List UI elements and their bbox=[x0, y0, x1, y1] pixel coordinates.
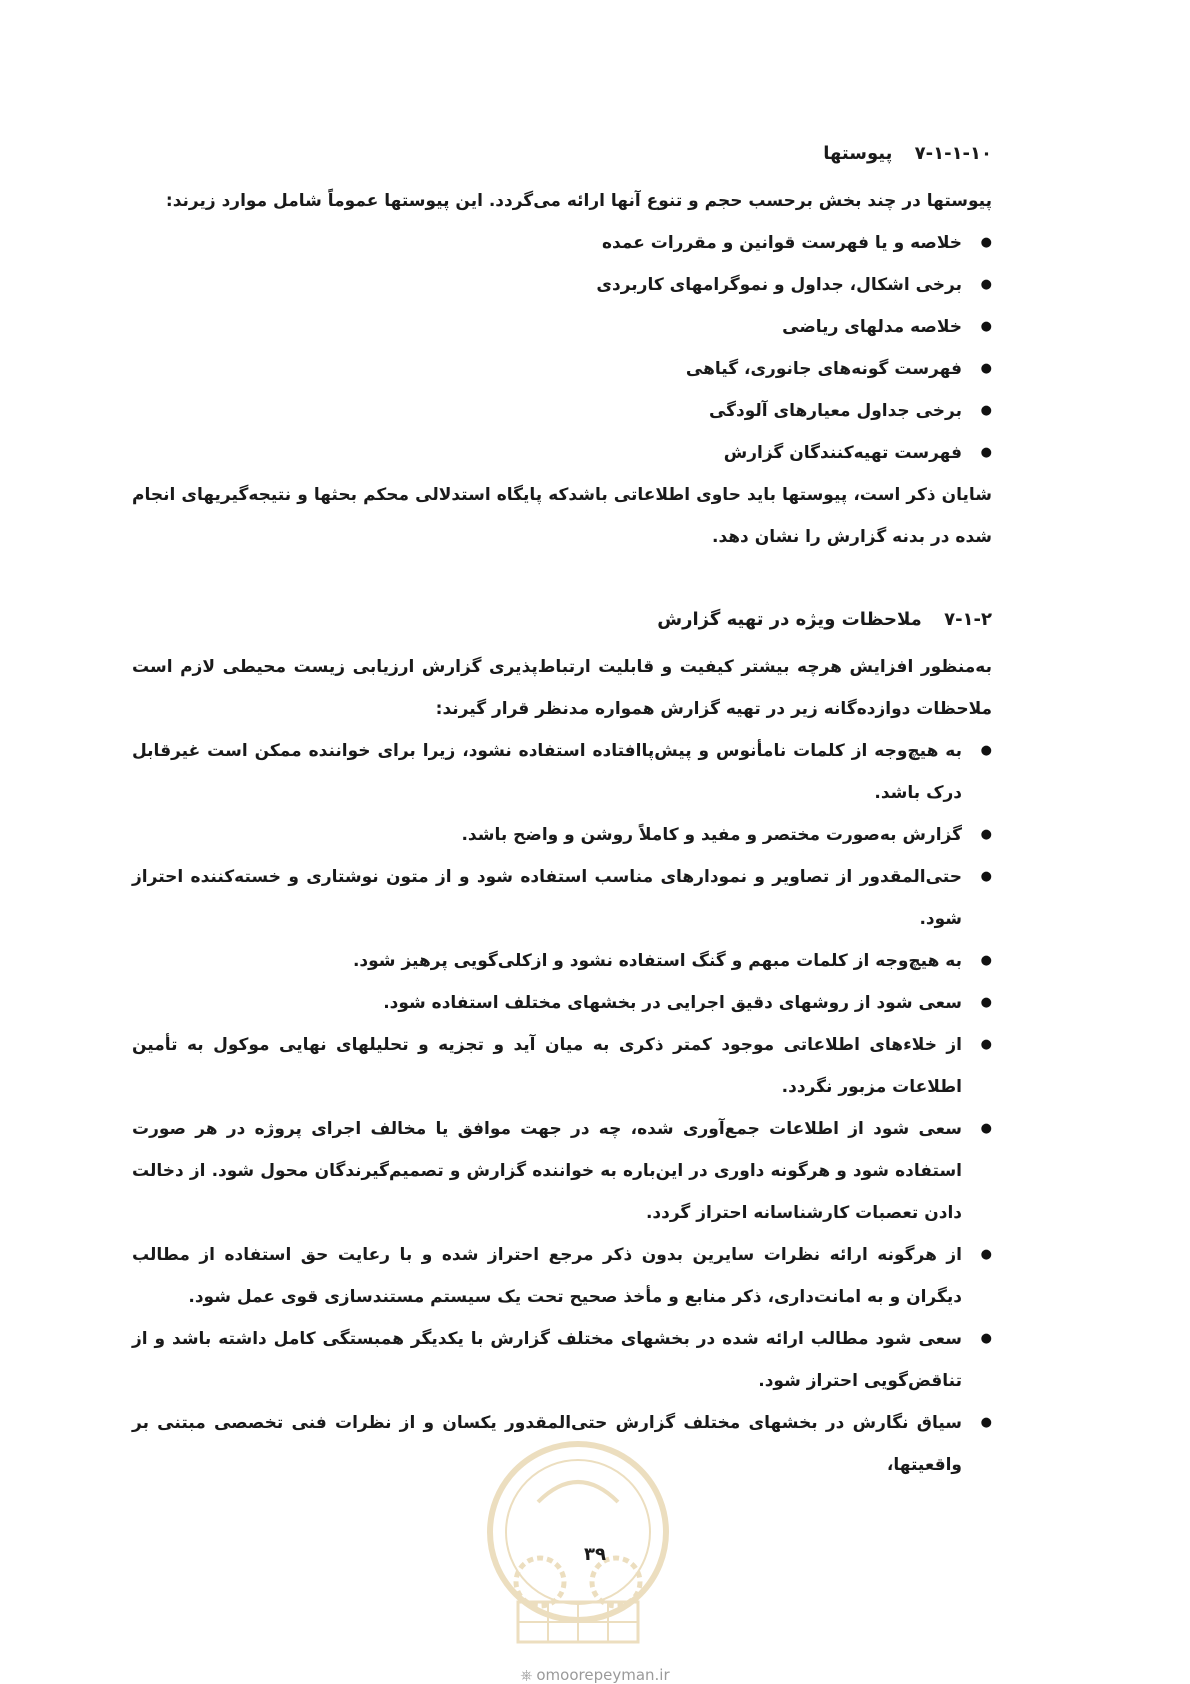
section-intro-paragraph: پیوستها در چند بخش برحسب حجم و تنوع آنها ارائه می‌گردد. این پیوستها عموماً شامل موارد زیرند: bbox=[165, 191, 992, 211]
section-title: پیوستها bbox=[823, 143, 893, 164]
list-item: ● خلاصه مدلهای ریاضی bbox=[132, 306, 992, 348]
list-item: ● سعی شود از اطلاعات جمع‌آوری شده، چه در جهت موافق یا مخالف اجرای پروژه در هر صورت استفاده شود و هرگونه داوری در این‌باره به خواننده گزارش و تصمیم‌گیرندگان محول شود. از دخالت دادن تعصبات کارشناسانه احتراز گردد. bbox=[132, 1108, 992, 1234]
section-number: ۷-۱-۱-۱۰ bbox=[914, 143, 992, 164]
appendix-items-list bbox=[132, 222, 992, 474]
list-item: ● برخی اشکال، جداول و نموگرامهای کاربردی bbox=[132, 264, 992, 306]
section-title: ملاحظات ویژه در تهیه گزارش bbox=[657, 609, 922, 630]
section-note-paragraph: شایان ذکر است، پیوستها باید حاوی اطلاعاتی باشدکه پایگاه استدلالی محکم بحثها و نتیجه‌گیریهای انجام شده در بدنه گزارش را نشان دهد. bbox=[132, 485, 992, 547]
list-item: ● از هرگونه ارائه نظرات سایرین بدون ذکر مرجع احتراز شده و با رعایت حق استفاده از مطالب دیگران و به امانت‌داری، ذکر منابع و مأخذ صحیح تحت یک سیستم مستندسازی قوی عمل شود. bbox=[132, 1234, 992, 1318]
list-item: ● برخی جداول معیارهای آلودگی bbox=[132, 390, 992, 432]
list-item: ● خلاصه و یا فهرست قوانین و مقررات عمده bbox=[132, 222, 992, 264]
list-item: ● فهرست تهیه‌کنندگان گزارش bbox=[132, 432, 992, 474]
section-number: ۷-۱-۲ bbox=[944, 609, 992, 630]
list-item: ● به هیچ‌وجه از کلمات نامأنوس و پیش‌پاافتاده استفاده نشود، زیرا برای خواننده ممکن است غیرقابل درک باشد. bbox=[132, 730, 992, 814]
list-item: ● سعی شود مطالب ارائه شده در بخشهای مختلف گزارش با یکدیگر همبستگی کامل داشته باشد و از تناقض‌گویی احتراز شود. bbox=[132, 1318, 992, 1402]
considerations-list bbox=[132, 730, 992, 1486]
section-heading-appendices bbox=[132, 140, 992, 168]
list-item: ● از خلاءهای اطلاعاتی موجود کمتر ذکری به میان آید و تجزیه و تحلیلهای نهایی موکول به تأمین اطلاعات مزبور نگردد. bbox=[132, 1024, 992, 1108]
page-number: ۳۹ bbox=[584, 1544, 606, 1565]
list-item: ● فهرست گونه‌های جانوری، گیاهی bbox=[132, 348, 992, 390]
website-text: omoorepeyman.ir bbox=[536, 1666, 670, 1684]
section-heading-considerations bbox=[132, 606, 992, 634]
list-item: ● گزارش به‌صورت مختصر و مفید و کاملاً روشن و واضح باشد. bbox=[132, 814, 992, 856]
list-item: ● سعی شود از روشهای دقیق اجرایی در بخشهای مختلف استفاده شود. bbox=[132, 982, 992, 1024]
list-item: ● به هیچ‌وجه از کلمات مبهم و گنگ استفاده نشود و ازکلی‌گویی پرهیز شود. bbox=[132, 940, 992, 982]
section-intro-paragraph: به‌منظور افزایش هرچه بیشتر کیفیت و قابلیت ارتباط‌پذیری گزارش ارزیابی زیست محیطی لازم است ملاحظات دوازده‌گانه زیر در تهیه گزارش همواره مدنظر قرار گیرند: bbox=[132, 657, 992, 719]
list-item: ● سیاق نگارش در بخشهای مختلف گزارش حتی‌المقدور یکسان و از نظرات فنی تخصصی مبتنی بر واقعیتها، bbox=[132, 1402, 992, 1486]
list-item: ● حتی‌المقدور از تصاویر و نمودارهای مناسب استفاده شود و از متون نوشتاری و خسته‌کننده احتراز شود. bbox=[132, 856, 992, 940]
page-content bbox=[132, 140, 992, 1486]
at-icon: ⎈ bbox=[520, 1666, 533, 1684]
website-watermark bbox=[0, 1666, 1190, 1684]
